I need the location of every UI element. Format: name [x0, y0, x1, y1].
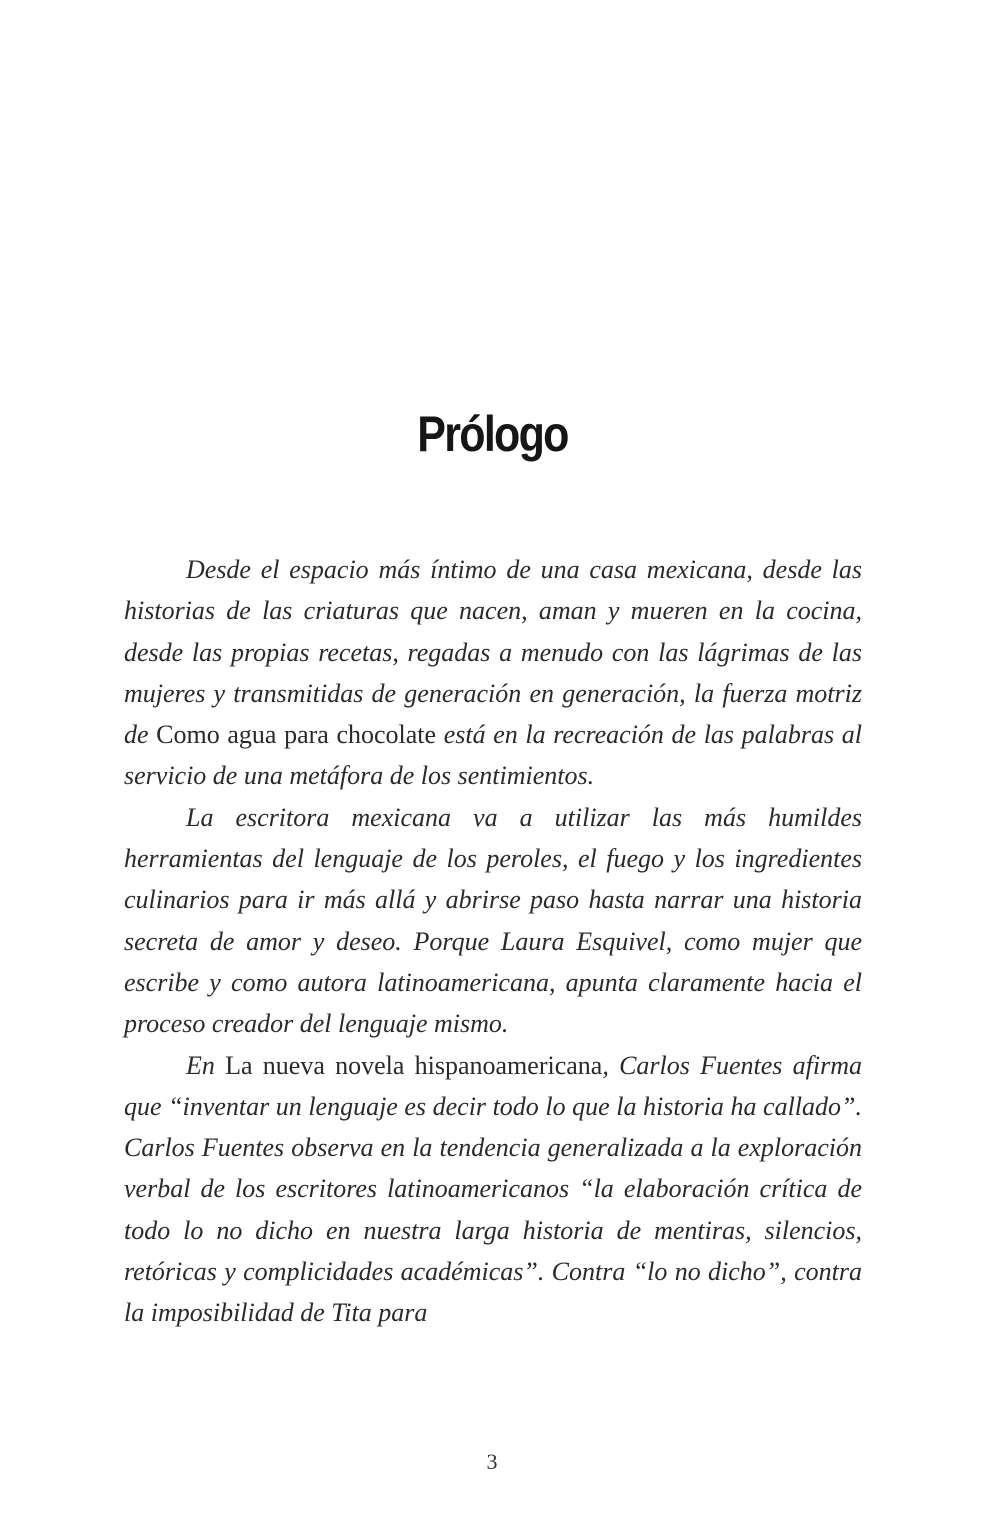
- page-number: 3: [486, 1449, 498, 1474]
- paragraph: [124, 797, 862, 1045]
- text-segment: está en la recreación de las palabras al servicio de una metáfora de los sentimientos.: [124, 720, 862, 791]
- chapter-title: Prólogo: [417, 406, 568, 462]
- prologue-body: [124, 549, 862, 1334]
- paragraph: [124, 549, 862, 797]
- text-segment: , Carlos Fuentes afirma que “inventar un lenguaje es decir todo lo que la historia ha callado”. Carlos Fuentes observa en la tendencia generalizada a la exploración verbal de los escritores latinoamericanos “la elaboración crítica de todo lo no dicho en nuestra larga historia de mentiras, silencios, retóricas y complicidades académicas”. Contra “lo no dicho”, contra la imposibilidad de Tita para: [124, 1050, 862, 1328]
- text-segment: Desde el espacio más íntimo de una casa mexicana, desde las historias de las criaturas que nacen, aman y mueren en la cocina, desde las propias recetas, regadas a menudo con las lágrimas de las mujeres y transmitidas de generación en generación, la fuerza motriz de: [124, 555, 862, 750]
- text-segment: En: [186, 1050, 226, 1080]
- text-segment: La escritora mexicana va a utilizar las más humildes herramientas del lenguaje de los peroles, el fuego y los ingredientes culinarios para ir más allá y abrirse paso hasta narrar una historia secreta de amor y deseo. Porque Laura Esquivel, como mujer que escribe y como autora latinoamericana, apunta claramente hacia el proceso creador del lenguaje mismo.: [124, 802, 862, 1039]
- paragraph: [124, 1045, 862, 1334]
- book-title-reference: Como agua para chocolate: [156, 720, 437, 750]
- book-title-reference: La nueva novela hispanoamericana: [225, 1050, 603, 1080]
